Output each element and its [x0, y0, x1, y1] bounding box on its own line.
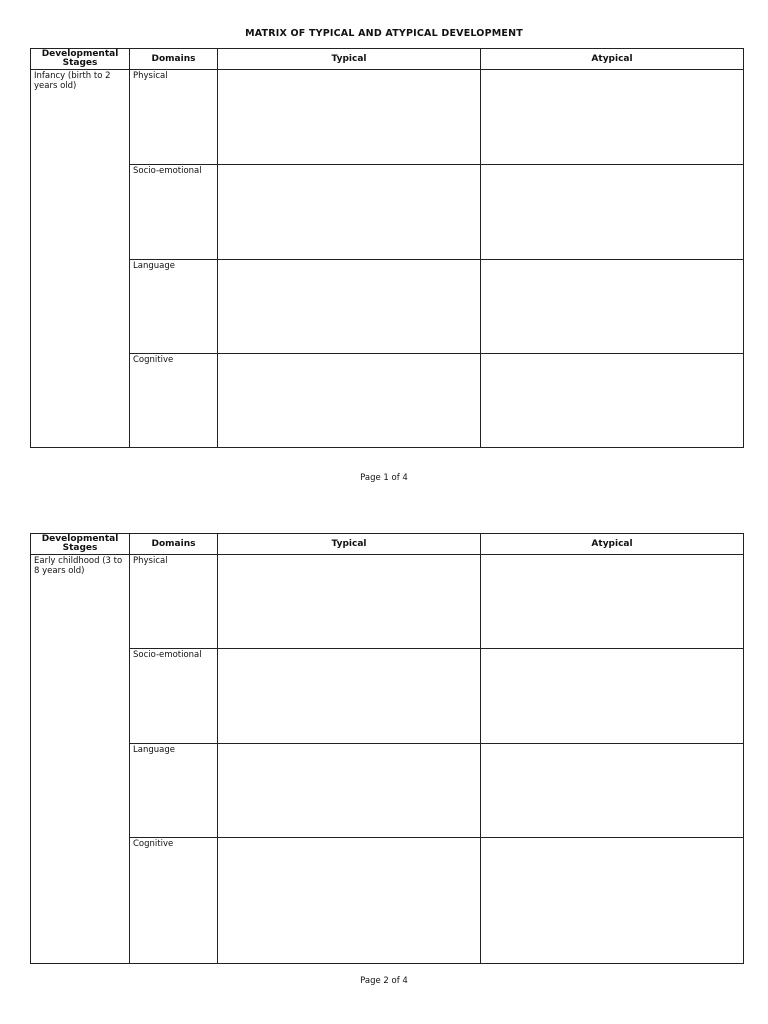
page-number: Page 2 of 4	[360, 976, 408, 986]
header-domains: Domains	[130, 534, 218, 555]
header-domains: Domains	[130, 49, 218, 70]
page-number: Page 1 of 4	[360, 473, 408, 483]
development-matrix-page-2	[30, 533, 744, 964]
typical-entry-cell[interactable]	[218, 260, 481, 354]
typical-entry-cell[interactable]	[218, 744, 481, 838]
header-developmental-stages: Developmental Stages	[31, 49, 130, 70]
typical-entry-cell[interactable]	[218, 838, 481, 964]
domain-label-socio-emotional: Socio-emotional	[133, 166, 202, 176]
atypical-entry-cell[interactable]	[481, 70, 744, 165]
table-row	[31, 838, 744, 964]
table-row	[31, 649, 744, 744]
domain-cell	[130, 744, 218, 838]
header-atypical: Atypical	[481, 49, 744, 70]
domain-label-physical: Physical	[133, 556, 168, 566]
domain-cell	[130, 260, 218, 354]
document-title: MATRIX OF TYPICAL AND ATYPICAL DEVELOPMENT	[245, 28, 523, 39]
development-matrix-page-1	[30, 48, 744, 448]
table-row	[31, 555, 744, 649]
atypical-entry-cell[interactable]	[481, 555, 744, 649]
domain-label-language: Language	[133, 261, 175, 271]
stage-cell	[31, 555, 130, 964]
header-atypical: Atypical	[481, 534, 744, 555]
domain-label-physical: Physical	[133, 71, 168, 81]
table-row	[31, 70, 744, 165]
atypical-entry-cell[interactable]	[481, 260, 744, 354]
atypical-entry-cell[interactable]	[481, 838, 744, 964]
table-row	[31, 354, 744, 448]
domain-cell	[130, 838, 218, 964]
atypical-entry-cell[interactable]	[481, 165, 744, 260]
typical-entry-cell[interactable]	[218, 649, 481, 744]
table-row	[31, 165, 744, 260]
atypical-entry-cell[interactable]	[481, 744, 744, 838]
domain-cell	[130, 354, 218, 448]
table-row	[31, 744, 744, 838]
atypical-entry-cell[interactable]	[481, 354, 744, 448]
header-developmental-stages: Developmental Stages	[31, 534, 130, 555]
domain-label-cognitive: Cognitive	[133, 839, 174, 849]
table-row	[31, 260, 744, 354]
domain-label-language: Language	[133, 745, 175, 755]
domain-cell	[130, 555, 218, 649]
atypical-entry-cell[interactable]	[481, 649, 744, 744]
domain-cell	[130, 649, 218, 744]
typical-entry-cell[interactable]	[218, 70, 481, 165]
matrix-header-row	[31, 534, 744, 555]
stage-label: Early childhood (3 to 8 years old)	[34, 556, 123, 576]
header-typical: Typical	[218, 534, 481, 555]
stage-cell	[31, 70, 130, 448]
domain-label-cognitive: Cognitive	[133, 355, 174, 365]
domain-cell	[130, 70, 218, 165]
header-typical: Typical	[218, 49, 481, 70]
matrix-header-row	[31, 49, 744, 70]
typical-entry-cell[interactable]	[218, 165, 481, 260]
stage-label: Infancy (birth to 2 years old)	[34, 71, 111, 91]
typical-entry-cell[interactable]	[218, 555, 481, 649]
domain-label-socio-emotional: Socio-emotional	[133, 650, 202, 660]
domain-cell	[130, 165, 218, 260]
typical-entry-cell[interactable]	[218, 354, 481, 448]
